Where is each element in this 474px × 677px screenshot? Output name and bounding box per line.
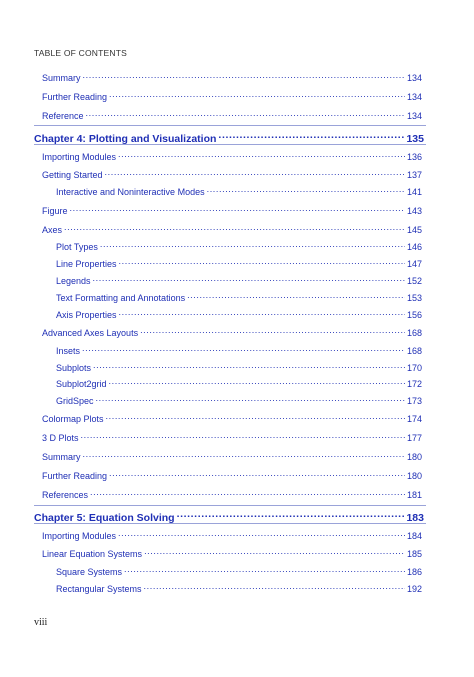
toc-entry-title: Further Reading — [42, 92, 108, 102]
toc-entry-page: 173 — [406, 396, 422, 406]
toc-entry-page: 180 — [406, 452, 422, 462]
toc-entry-page: 146 — [406, 242, 422, 252]
toc-entry-page: 168 — [406, 346, 422, 356]
dot-leader — [118, 530, 405, 539]
dot-leader — [109, 470, 405, 479]
toc-entry-page: 136 — [406, 152, 422, 162]
dot-leader — [106, 413, 405, 422]
dot-leader — [118, 151, 405, 160]
toc-entry-title: Square Systems — [56, 567, 123, 577]
toc-entry[interactable] — [42, 470, 422, 481]
toc-entry-title: Axes — [42, 225, 63, 235]
toc-entry-title: Summary — [42, 452, 81, 462]
toc-entry[interactable] — [42, 530, 422, 541]
toc-entry[interactable] — [42, 169, 422, 180]
toc-entry-title: GridSpec — [56, 396, 94, 406]
toc-entry[interactable] — [42, 72, 422, 83]
dot-leader — [93, 275, 405, 284]
toc-entry[interactable] — [56, 395, 422, 406]
toc-entry-page: 172 — [406, 379, 422, 389]
toc-entry-title: Text Formatting and Annotations — [56, 293, 186, 303]
toc-entry[interactable] — [42, 110, 422, 121]
divider — [34, 125, 426, 126]
dot-leader — [93, 362, 405, 371]
dot-leader — [119, 258, 405, 267]
dot-leader — [119, 309, 405, 318]
toc-entry-title: Reference — [42, 111, 84, 121]
toc-entry-title: Interactive and Noninteractive Modes — [56, 187, 205, 197]
dot-leader — [86, 110, 405, 119]
toc-entry-page: 143 — [406, 206, 422, 216]
toc-entry-title: Summary — [42, 73, 81, 83]
toc-entry[interactable] — [56, 378, 422, 389]
dot-leader — [100, 241, 405, 250]
toc-entry-page: 135 — [406, 132, 424, 145]
toc-entry[interactable] — [42, 413, 422, 424]
toc-entry-title: Plot Types — [56, 242, 98, 252]
dot-leader — [207, 186, 405, 195]
toc-chapter-entry[interactable] — [34, 131, 424, 145]
toc-entry[interactable] — [42, 489, 422, 500]
toc-entry-page: 186 — [406, 567, 422, 577]
toc-entry-page: 141 — [406, 187, 422, 197]
toc-entry[interactable] — [56, 345, 422, 356]
toc-entry-title: References — [42, 490, 89, 500]
toc-entry-page: 134 — [406, 92, 422, 102]
toc-entry-page: 168 — [406, 328, 422, 338]
dot-leader — [218, 131, 404, 142]
toc-entry-title: Colormap Plots — [42, 414, 104, 424]
toc-entry-page: 183 — [406, 511, 424, 524]
toc-entry-title: Figure — [42, 206, 68, 216]
toc-entry-page: 156 — [406, 310, 422, 320]
toc-entry-page: 177 — [406, 433, 422, 443]
toc-entry-page: 145 — [406, 225, 422, 235]
dot-leader — [105, 169, 405, 178]
toc-entry[interactable] — [56, 566, 422, 577]
toc-entry-page: 134 — [406, 111, 422, 121]
dot-leader — [82, 345, 405, 354]
toc-entry[interactable] — [56, 583, 422, 594]
toc-entry-page: 137 — [406, 170, 422, 180]
toc-entry-title: Chapter 4: Plotting and Visualization — [34, 132, 217, 145]
toc-entry[interactable] — [42, 205, 422, 216]
dot-leader — [124, 566, 405, 575]
toc-entry[interactable] — [42, 224, 422, 235]
toc-entry[interactable] — [42, 432, 422, 443]
toc-entry[interactable] — [56, 258, 422, 269]
toc-entry[interactable] — [42, 151, 422, 162]
toc-entry[interactable] — [56, 275, 422, 286]
toc-entry-page: 153 — [406, 293, 422, 303]
toc-entry-title: Importing Modules — [42, 531, 117, 541]
toc-entry-page: 152 — [406, 276, 422, 286]
toc-entry[interactable] — [56, 186, 422, 197]
toc-entry-title: Linear Equation Systems — [42, 549, 143, 559]
toc-entry-title: Rectangular Systems — [56, 584, 142, 594]
dot-leader — [144, 583, 405, 592]
toc-chapter-entry[interactable] — [34, 510, 424, 524]
toc-entry-title: Line Properties — [56, 259, 117, 269]
dot-leader — [70, 205, 405, 214]
dot-leader — [144, 548, 405, 557]
toc-entry-page: 180 — [406, 471, 422, 481]
dot-leader — [140, 327, 405, 336]
toc-entry-page: 181 — [406, 490, 422, 500]
toc-entry[interactable] — [42, 327, 422, 338]
toc-entry-page: 192 — [406, 584, 422, 594]
dot-leader — [83, 72, 405, 81]
dot-leader — [177, 510, 405, 521]
toc-entry-page: 170 — [406, 363, 422, 373]
toc-entry[interactable] — [42, 548, 422, 559]
dot-leader — [83, 451, 405, 460]
dot-leader — [81, 432, 405, 441]
toc-entry-title: Subplots — [56, 363, 92, 373]
toc-entry[interactable] — [56, 241, 422, 252]
toc-entry-page: 185 — [406, 549, 422, 559]
toc-entry-title: Getting Started — [42, 170, 103, 180]
dot-leader — [187, 292, 405, 301]
toc-entry-title: Legends — [56, 276, 91, 286]
toc-entry-title: Importing Modules — [42, 152, 117, 162]
toc-entry-page: 147 — [406, 259, 422, 269]
toc-entry[interactable] — [42, 451, 422, 462]
dot-leader — [64, 224, 405, 233]
toc-entry[interactable] — [42, 91, 422, 102]
toc-entry-page: 134 — [406, 73, 422, 83]
toc-entry[interactable] — [56, 309, 422, 320]
toc-entry-title: Insets — [56, 346, 81, 356]
running-header: TABLE OF CONTENTS — [34, 48, 127, 58]
page-number: viii — [34, 617, 48, 628]
toc-entry-title: Chapter 5: Equation Solving — [34, 511, 175, 524]
dot-leader — [90, 489, 405, 498]
toc-entry[interactable] — [56, 362, 422, 373]
dot-leader — [109, 378, 405, 387]
toc-entry-page: 174 — [406, 414, 422, 424]
divider — [34, 505, 426, 506]
toc-entry-page: 184 — [406, 531, 422, 541]
toc-entry-title: Further Reading — [42, 471, 108, 481]
toc-entry-title: 3 D Plots — [42, 433, 79, 443]
toc-entry-title: Axis Properties — [56, 310, 117, 320]
toc-entry-title: Subplot2grid — [56, 379, 107, 389]
dot-leader — [109, 91, 405, 100]
toc-entry[interactable] — [56, 292, 422, 303]
dot-leader — [96, 395, 405, 404]
toc-entry-title: Advanced Axes Layouts — [42, 328, 139, 338]
